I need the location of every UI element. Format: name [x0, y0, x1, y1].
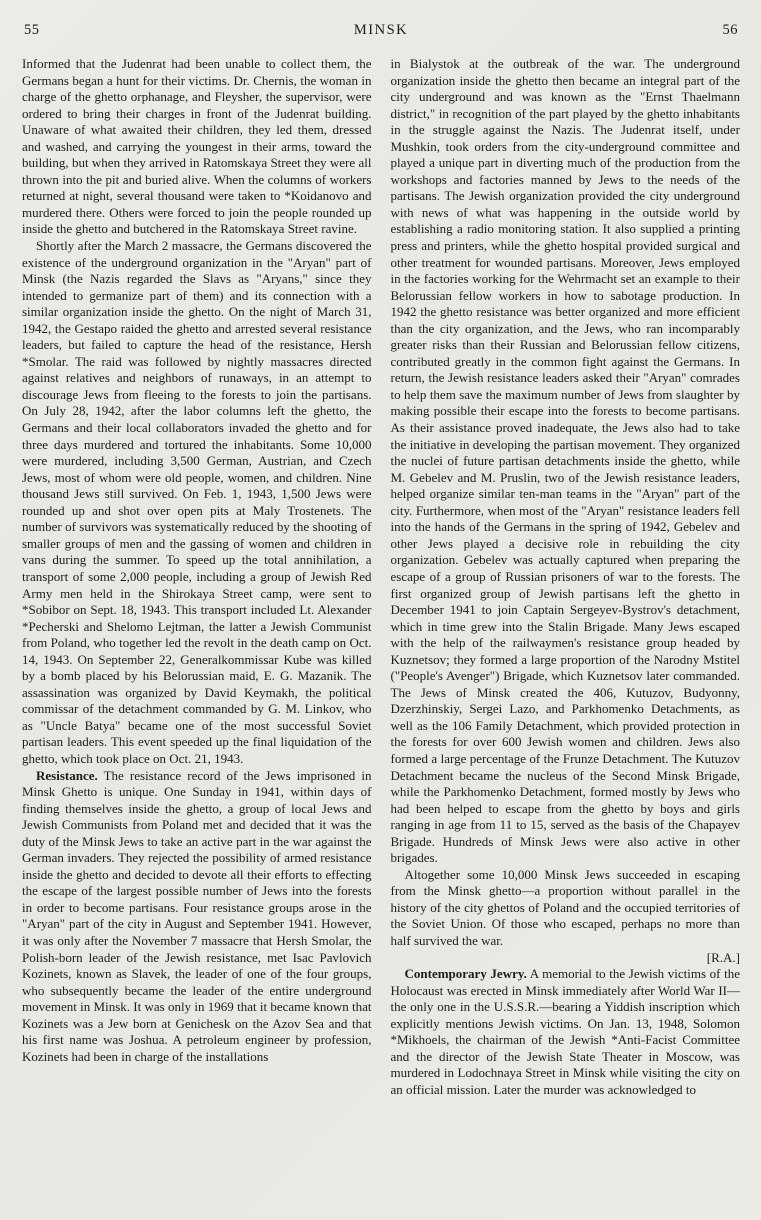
section-heading: Contemporary Jewry. — [404, 966, 527, 982]
text-columns — [22, 56, 740, 1098]
right-column — [391, 56, 741, 1098]
paragraph: Contemporary Jewry. A memorial to the Jewish victims of the Holocaust was erected in Minsk immediately after World War II—the only one in the U.S.S.R.—bearing a Yiddish inscription which explicitly mentions Jewish victims. On Jan. 13, 1948, Solomon *Mikhoels, the chairman of the Jewish *Anti-Facist Committee and the director of the Jewish State Theater in Moscow, was murdered in Lodochnaya Street in Minsk while visiting the city on an official mission. Later the murder was acknowledged to — [390, 966, 741, 1097]
page-title: MINSK — [353, 22, 409, 38]
page-number-left: 55 — [24, 22, 40, 38]
page-header — [22, 22, 740, 42]
paragraph: Informed that the Judenrat had been unable to collect them, the Germans began a hunt for their victims. Dr. Chernis, the woman in charge of the ghetto orphanage, and Fleysher, the supervisor, were ordered to bring their charges in front of the Judenrat building. Unaware of what awaited their children, they led them, dressed and washed, and carrying the youngest in their arms, toward the building, but when they arrived in Ratomskaya Street they were all thrown into the pit and buried alive. When the columns of workers returned at night, several thousand were taken to *Koidanovo and murdered there. Others were forced to join the people rounded up inside the ghetto and butchered in the Ratomskaya Street ravine. — [22, 56, 372, 237]
page-number-right: 56 — [722, 22, 738, 38]
paragraph: Altogether some 10,000 Minsk Jews succeeded in escaping from the Minsk ghetto—a proportion without parallel in the history of the city ghettos of Poland and the occupied territories of the Soviet Union. Of those who escaped, perhaps no more than half survived the war. — [390, 866, 740, 948]
left-column — [22, 56, 372, 1098]
attribution-line: [R.A.] — [706, 949, 740, 965]
paragraph: Shortly after the March 2 massacre, the Germans discovered the existence of the underground organization in the "Aryan" part of Minsk (the Nazis regarded the Slavs as "Aryans," since they intended to germanize part of them) and its connection with a similar organization inside the ghetto. On the night of March 31, 1942, the Gestapo raided the ghetto and arrested several resistance leaders, but failed to capture the head of the resistance, Hersh *Smolar. The raid was followed by nightly massacres directed against relatives and neighbors of runaways, in an attempt to discourage Jews from fleeing to the forests to join the partisans. On July 28, 1942, after the labor columns left the ghetto, the Germans and their local collaborators invaded the ghetto and for three days murdered and tortured the inhabitants. Some 10,000 were murdered, including 3,500 German, Austrian, and Czech Jews, most of whom were old people, women, and children. Nine thousand Jews still survived. On Feb. 1, 1943, 1,500 Jews were rounded up and shot over open pits at Maly Trostenets. The number of survivors was systematically reduced by the shooting of smaller groups of men and the gassing of women and children in vans during the summer. To speed up the total annihilation, a transport of some 2,000 people, including a group of Jewish Red Army men held in the Shirokaya Street camp, were sent to *Sobibor on Sept. 18, 1943. This transport included Lt. Alexander *Pecherski and Shelomo Lejtman, the latter a Jewish Communist from Poland, who together led the revolt in the death camp on Oct. 14, 1943. On September 22, Generalkommissar Kube was killed by a bomb placed by his Belorussian maid, E. G. Mazanik. The assassination was organized by David Keymakh, the political commissar of the detachment commanded by G. M. Linkov, who as "Uncle Batya" became one of the most successful Soviet partisan leaders. This event speeded up the final liquidation of the ghetto, which took place on Oct. 21, 1943. — [22, 238, 372, 766]
paragraph: Resistance. The resistance record of the Jews imprisoned in Minsk Ghetto is unique. One Sunday in 1941, within days of finding themselves inside the ghetto, a group of local Jews and Jewish Communists from Poland met and decided that it was the duty of the Minsk Jews to take an active part in the war against the German invaders. They rejected the possibility of armed resistance inside the ghetto and decided to devote all their efforts to effecting the escape of the largest possible number of Jews into the forests in order to become partisans. Four resistance groups arose in the "Aryan" part of the city in August and September 1941. However, it was only after the November 7 massacre that Hersh Smolar, the Polish-born leader of the Jewish resistance, met Isac Pavlovich Kozinets, known as Slavek, the leader of one of the four groups, who subsequently became the leader of the entire underground movement in Minsk. It was only in 1969 that it became known that Kozinets was a Jew born at Genichesk on the Azov Sea and that his first name was Joshua. A petroleum engineer by profession, Kozinets had been in charge of the installations — [22, 767, 372, 1064]
section-heading: Resistance. — [36, 767, 98, 783]
paragraph: in Bialystok at the outbreak of the war. The underground organization inside the ghetto then became an integral part of the city underground and was known as the "Ernst Thaelmann district," in recognition of the part played by the ghetto inhabitants in the struggle against the Nazis. The Judenrat itself, under Mushkin, took orders from the city-underground committee and played a unique part in diverting much of the production from the workshops and factories manned by Jews to the needs of the partisans. The Jewish organization provided the city underground with news of what was happening in the outside world by establishing a radio monitoring station. It also supplied a printing press and printers, while the ghetto hospital provided surgical and other treatment for wounded partisans. Moreover, Jews employed in the factories working for the Wehrmacht set an example to their Belorussian fellow workers in how to sabotage production. In 1942 the ghetto resistance was better organized and more efficient than the city organization, and the Jews, who ran incomparably greater risks than their Russian and Belorussian fellow citizens, contributed greatly in the common fight against the Germans. In return, the Jewish resistance leaders asked their "Aryan" comrades to help them save the maximum number of Jews from slaughter by making possible their escape into the forests to become partisans. As their assistance proved inadequate, the Jews also had to take the initiative in developing the partisan movement. They organized the nuclei of future partisan detachments inside the ghetto, while M. Gebelev and M. Pruslin, two of the Jewish resistance leaders, helped organize similar ten-man teams in the "Aryan" part of the city. Furthermore, when most of the "Aryan" resistance leaders fell into the hands of the Germans in the spring of 1942, Gebelev and other Jews played a decisive role in rebuilding the city organization. Gebelev was actually captured when preparing the escape of a group of Russian prisoners of war to the forests. The first organized group of Jewish partisans left the ghetto in December 1941 to join Captain Sergeyev-Bystrov's detachment, which in time grew into the Stalin Brigade. Many Jews escaped with the help of the railwaymen's resistance group headed by Kuznetsov; they formed a large proportion of the Narodny Mstitel ("People's Avenger") Brigade, which Kuznetsov later commanded. The Jews of Minsk created the 406, Kutuzov, Budyonny, Dzerzhinskiy, Sergei Lazo, and Parkhomenko Detachments, as well as the 106 Family Detachment, which provided protection in the forests for over 600 Jewish women and children. Jews also formed a large percentage of the Frunze Detachment. The Kutuzov Detachment became the nucleus of the Second Minsk Brigade, while the Parkhomenko Detachment, formed mostly by Jews who had been helped to escape from the ghetto by boys and girls ranging in age from 11 to 15, served as the basis of the Chapayev Brigade. Hundreds of Minsk Jews were also active in other brigades. — [390, 56, 740, 866]
